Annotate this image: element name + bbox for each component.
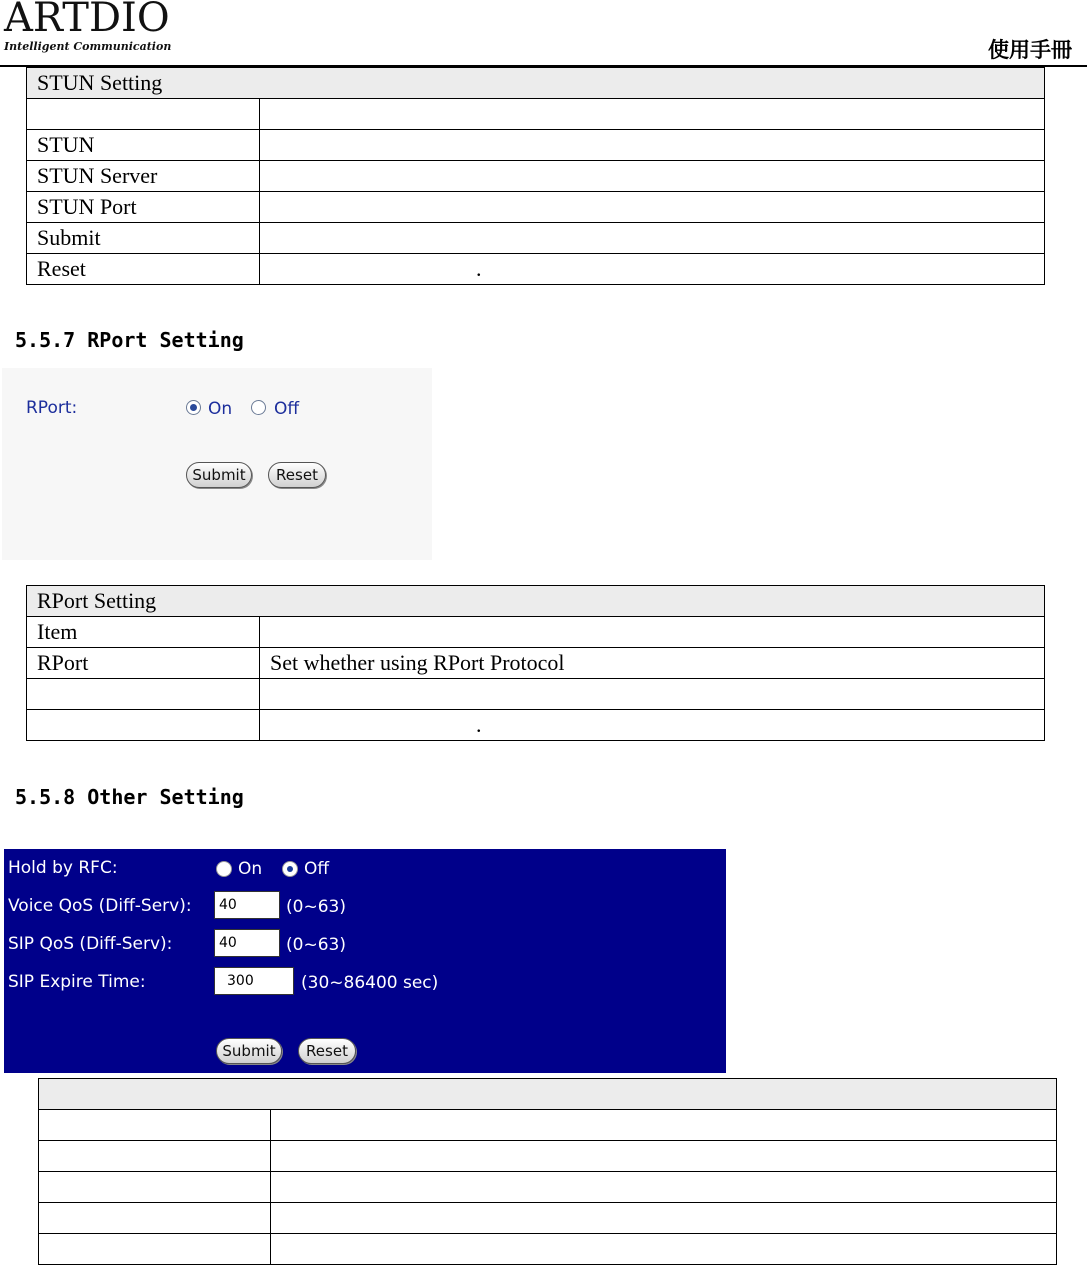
desc-cell (260, 192, 1045, 223)
other-reset-button[interactable]: Reset (298, 1038, 356, 1064)
table-row (27, 679, 1045, 710)
logo-wordmark: ARTDIO (4, 0, 170, 41)
table-title: RPort Setting (27, 586, 1045, 617)
voice-qos-input[interactable]: 40 (214, 891, 280, 919)
other-setting-screenshot (4, 849, 726, 1073)
table-row (27, 161, 1045, 192)
desc-cell (271, 1172, 1057, 1203)
desc-cell (260, 223, 1045, 254)
desc-cell (260, 161, 1045, 192)
desc-cell (271, 1203, 1057, 1234)
rport-on-radio[interactable] (186, 400, 201, 415)
item-cell (39, 1110, 271, 1141)
item-cell (27, 99, 260, 130)
table-title: STUN Setting (27, 68, 1045, 99)
table-row (39, 1203, 1057, 1234)
table-row (39, 1141, 1057, 1172)
table-row (27, 223, 1045, 254)
hold-on-label: On (238, 859, 263, 879)
stun-setting-table (26, 67, 1045, 285)
section-heading-rport: 5.5.7 RPort Setting (15, 328, 244, 352)
item-cell: STUN (27, 130, 260, 161)
sip-expire-range: (30~86400 sec) (301, 973, 439, 993)
table-title (39, 1079, 1057, 1110)
table-row (27, 192, 1045, 223)
voice-qos-range: (0~63) (286, 897, 346, 917)
hold-on-radio[interactable] (216, 861, 232, 877)
item-cell (39, 1141, 271, 1172)
hold-by-rfc-label: Hold by RFC: (8, 858, 118, 878)
desc-cell (271, 1110, 1057, 1141)
rport-off-radio[interactable] (251, 400, 266, 415)
table-row (27, 617, 1045, 648)
item-cell: Submit (27, 223, 260, 254)
item-cell: STUN Port (27, 192, 260, 223)
rport-label: RPort: (26, 398, 78, 418)
rport-screenshot (2, 368, 432, 560)
rport-off-label: Off (274, 399, 300, 419)
rport-reset-button[interactable]: Reset (268, 462, 326, 488)
sip-qos-label: SIP QoS (Diff-Serv): (8, 934, 173, 954)
desc-cell (260, 617, 1045, 648)
other-submit-button[interactable]: Submit (216, 1038, 282, 1064)
sip-qos-input[interactable]: 40 (214, 929, 280, 957)
desc-cell (271, 1234, 1057, 1265)
table-row (27, 254, 1045, 285)
hold-off-radio[interactable] (282, 861, 298, 877)
voice-qos-label: Voice QoS (Diff-Serv): (8, 896, 192, 916)
section-heading-other: 5.5.8 Other Setting (15, 785, 244, 809)
table-row (39, 1172, 1057, 1203)
desc-cell (260, 679, 1045, 710)
rport-setting-table (26, 585, 1045, 741)
desc-cell: Set whether using RPort Protocol (260, 648, 1045, 679)
table-row (27, 130, 1045, 161)
rport-submit-button[interactable]: Submit (186, 462, 252, 488)
rport-on-label: On (208, 399, 233, 419)
item-cell (39, 1203, 271, 1234)
desc-cell (271, 1141, 1057, 1172)
table-row (27, 710, 1045, 741)
hold-off-label: Off (304, 859, 330, 879)
table-row (39, 1234, 1057, 1265)
desc-cell (260, 130, 1045, 161)
sip-expire-label: SIP Expire Time: (8, 972, 146, 992)
desc-cell: . (260, 710, 1045, 741)
manual-label: 使用手冊 (988, 38, 1072, 62)
item-cell (27, 679, 260, 710)
item-cell: Reset (27, 254, 260, 285)
sip-expire-input[interactable]: 300 (214, 967, 294, 995)
item-cell: RPort (27, 648, 260, 679)
desc-cell (260, 99, 1045, 130)
table-row (27, 99, 1045, 130)
item-cell: Item (27, 617, 260, 648)
item-cell (27, 710, 260, 741)
item-cell: STUN Server (27, 161, 260, 192)
desc-cell: . (260, 254, 1045, 285)
item-cell (39, 1234, 271, 1265)
sip-qos-range: (0~63) (286, 935, 346, 955)
artdio-logo (4, 0, 172, 60)
item-cell (39, 1172, 271, 1203)
table-row (27, 648, 1045, 679)
table-row (39, 1110, 1057, 1141)
logo-tagline: Intelligent Communication (4, 40, 172, 53)
other-setting-table (38, 1078, 1057, 1265)
